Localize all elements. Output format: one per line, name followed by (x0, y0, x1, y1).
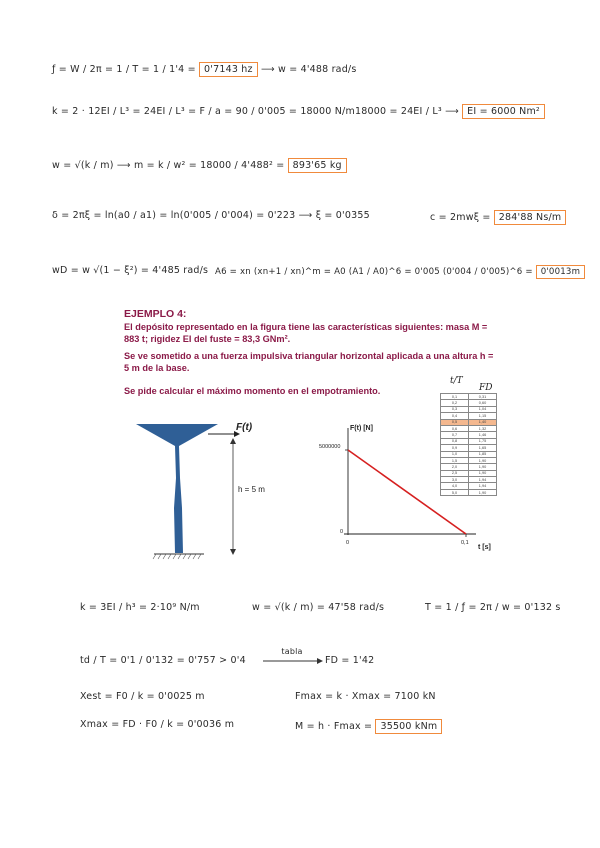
example-paragraph-3: Se pide calcular el máximo momento en el empotramiento. (124, 386, 381, 396)
fd-table (440, 393, 497, 496)
formula-w2-eq: w = √(k / m) = 47'58 rad/s (252, 602, 385, 613)
chart-y-tick: 5000000 (319, 444, 341, 450)
table-cell: 1,75 (469, 438, 497, 444)
table-cell: 1,32 (469, 425, 497, 431)
table-cell: 0,6 (441, 425, 469, 431)
formula-k2-eq: k = 3EI / h³ = 2·10⁹ N/m (80, 602, 200, 613)
table-cell: 1,90 (469, 470, 497, 476)
table-cell: 1,5 (441, 457, 469, 463)
table-cell: 1,0 (441, 451, 469, 457)
table-cell: 4,0 (441, 483, 469, 489)
chart-y0-label: 0 (340, 529, 344, 535)
arrow-icon: ⟶ (445, 106, 459, 117)
table-cell: 1,94 (469, 477, 497, 483)
force-label: F(t) (236, 422, 253, 433)
formula-omega: w = 4'488 rad/s (278, 64, 357, 75)
table-cell: 1,90 (469, 489, 497, 495)
table-head-right: FD (479, 383, 493, 393)
formula-td-eq: td / T = 0'1 / 0'132 = 0'757 > 0'4 (80, 655, 246, 666)
formula-moment (295, 719, 442, 734)
table-cell: 1,40 (469, 419, 497, 425)
table-cell: 0,8 (441, 438, 469, 444)
table-head-left: t/T (450, 376, 463, 386)
formula-f-prefix: ƒ = (52, 64, 71, 75)
arrow-icon: ⟶ (298, 210, 313, 221)
formula-k2 (80, 602, 200, 613)
formula-xmax-eq: Xmax = FD · F0 / k = 0'0036 m (80, 719, 235, 730)
result-a6: 0'0013m (536, 265, 585, 279)
formula-fmax (295, 691, 436, 702)
formula-a6 (215, 265, 585, 279)
formula-frequency (52, 62, 357, 77)
formula-w2 (252, 602, 384, 613)
table-cell: 2,0 (441, 464, 469, 470)
table-cell: 3,0 (441, 477, 469, 483)
formula-c-eq: c = 2mwξ = (430, 212, 494, 223)
table-cell: 0,7 (441, 432, 469, 438)
formula-k: k = 2 · 12EI / L³ = 24EI / L³ = F / a = 90 / 0'005 = 18000 N/m (52, 106, 355, 117)
tabla-label: tabla (281, 647, 303, 656)
table-cell: 0,60 (469, 400, 497, 406)
chart-y-label: F(t) [N] (350, 425, 373, 432)
table-cell: 2,5 (441, 470, 469, 476)
table-cell: 0,2 (441, 400, 469, 406)
result-ei: EI = 6000 Nm² (462, 104, 545, 119)
result-mass: 893'65 kg (288, 158, 347, 173)
formula-mass (52, 158, 347, 173)
tank-body (136, 424, 218, 446)
tabla-arrow (265, 647, 319, 656)
table-cell: 1,94 (469, 483, 497, 489)
formula-fmax-eq: Fmax = k · Xmax = 7100 kN (295, 691, 436, 702)
arrow-icon: ⟶ (116, 160, 131, 171)
formula-ei-eq: 18000 = 24EI / L³ (355, 106, 442, 117)
chart-x0-label: 0 (346, 540, 350, 546)
table-cell: 1,46 (469, 432, 497, 438)
formula-w-root: w = √(k / m) (52, 160, 114, 171)
formula-xest-eq: Xest = F0 / k = 0'0025 m (80, 691, 205, 702)
formula-a6-eq: A6 = xn (xn+1 / xn)^m = A0 (A1 / A0)^6 = 0'005 (0'004 / 0'005)^6 = (215, 267, 536, 277)
tank-shaft (174, 446, 183, 553)
table-cell: 5,0 (441, 489, 469, 495)
table-cell: 0,5 (441, 419, 469, 425)
formula-m: m = k / w² = 18000 / 4'488² = (133, 160, 288, 171)
tabla-arrow-icon (263, 657, 323, 665)
formula-wd (52, 265, 208, 276)
result-moment: 35500 kNm (375, 719, 442, 734)
height-label: h = 5 m (238, 485, 265, 494)
formula-xi: ξ = 0'0355 (315, 210, 370, 221)
ground-hatch (153, 554, 201, 559)
table-cell: 0,4 (441, 413, 469, 419)
formula-T (425, 602, 561, 613)
table-row (441, 489, 497, 495)
table-cell: 0,31 (469, 394, 497, 400)
chart-x-label: t [s] (478, 544, 491, 551)
table-cell: 1,85 (469, 451, 497, 457)
formula-fd-eq: FD = 1'42 (325, 655, 375, 666)
table-cell: 1,04 (469, 406, 497, 412)
table-cell: 1,90 (469, 457, 497, 463)
chart-x1-label: 0,1 (461, 540, 469, 546)
formula-ei (355, 104, 545, 119)
formula-delta: δ = 2πξ = ln(a0 / a1) = ln(0'005 / 0'004) = 0'223 (52, 210, 296, 221)
arrow-icon: ⟶ (260, 64, 275, 75)
table-cell: 0,1 (441, 394, 469, 400)
example-title: EJEMPLO 4: (124, 308, 187, 320)
example-paragraph-2: Se ve sometido a una fuerza impulsiva triangular horizontal aplicada a una altura h = 5 m de la base. (124, 351, 494, 373)
formula-fd (325, 655, 374, 666)
formula-T-eq: T = 1 / ƒ = 2π / w = 0'132 s (425, 602, 561, 613)
formula-xest (80, 691, 205, 702)
example-paragraph-1: El depósito representado en la figura tiene las características siguientes: masa M = 883 t; rigidez EI del fuste = 83,3 GNm². (124, 322, 488, 344)
table-cell: 1,65 (469, 445, 497, 451)
formula-stiffness (52, 106, 355, 117)
table-cell: 1,90 (469, 464, 497, 470)
formula-damping (52, 210, 370, 221)
formula-xmax (80, 719, 234, 730)
formula-c (430, 210, 566, 225)
formula-moment-eq: M = h · Fmax = (295, 721, 376, 732)
formula-wd-eq: wD = w √(1 − ξ²) = 4'485 rad/s (52, 265, 209, 276)
table-cell: 0,3 (441, 406, 469, 412)
table-cell: 0,9 (441, 445, 469, 451)
result-frequency: 0'7143 hz (199, 62, 258, 77)
formula-td (80, 655, 246, 666)
table-cell: 1,15 (469, 413, 497, 419)
formula-f-body: W / 2π = 1 / T = 1 / 1'4 = (70, 64, 200, 75)
result-c: 284'88 Ns/m (494, 210, 567, 225)
